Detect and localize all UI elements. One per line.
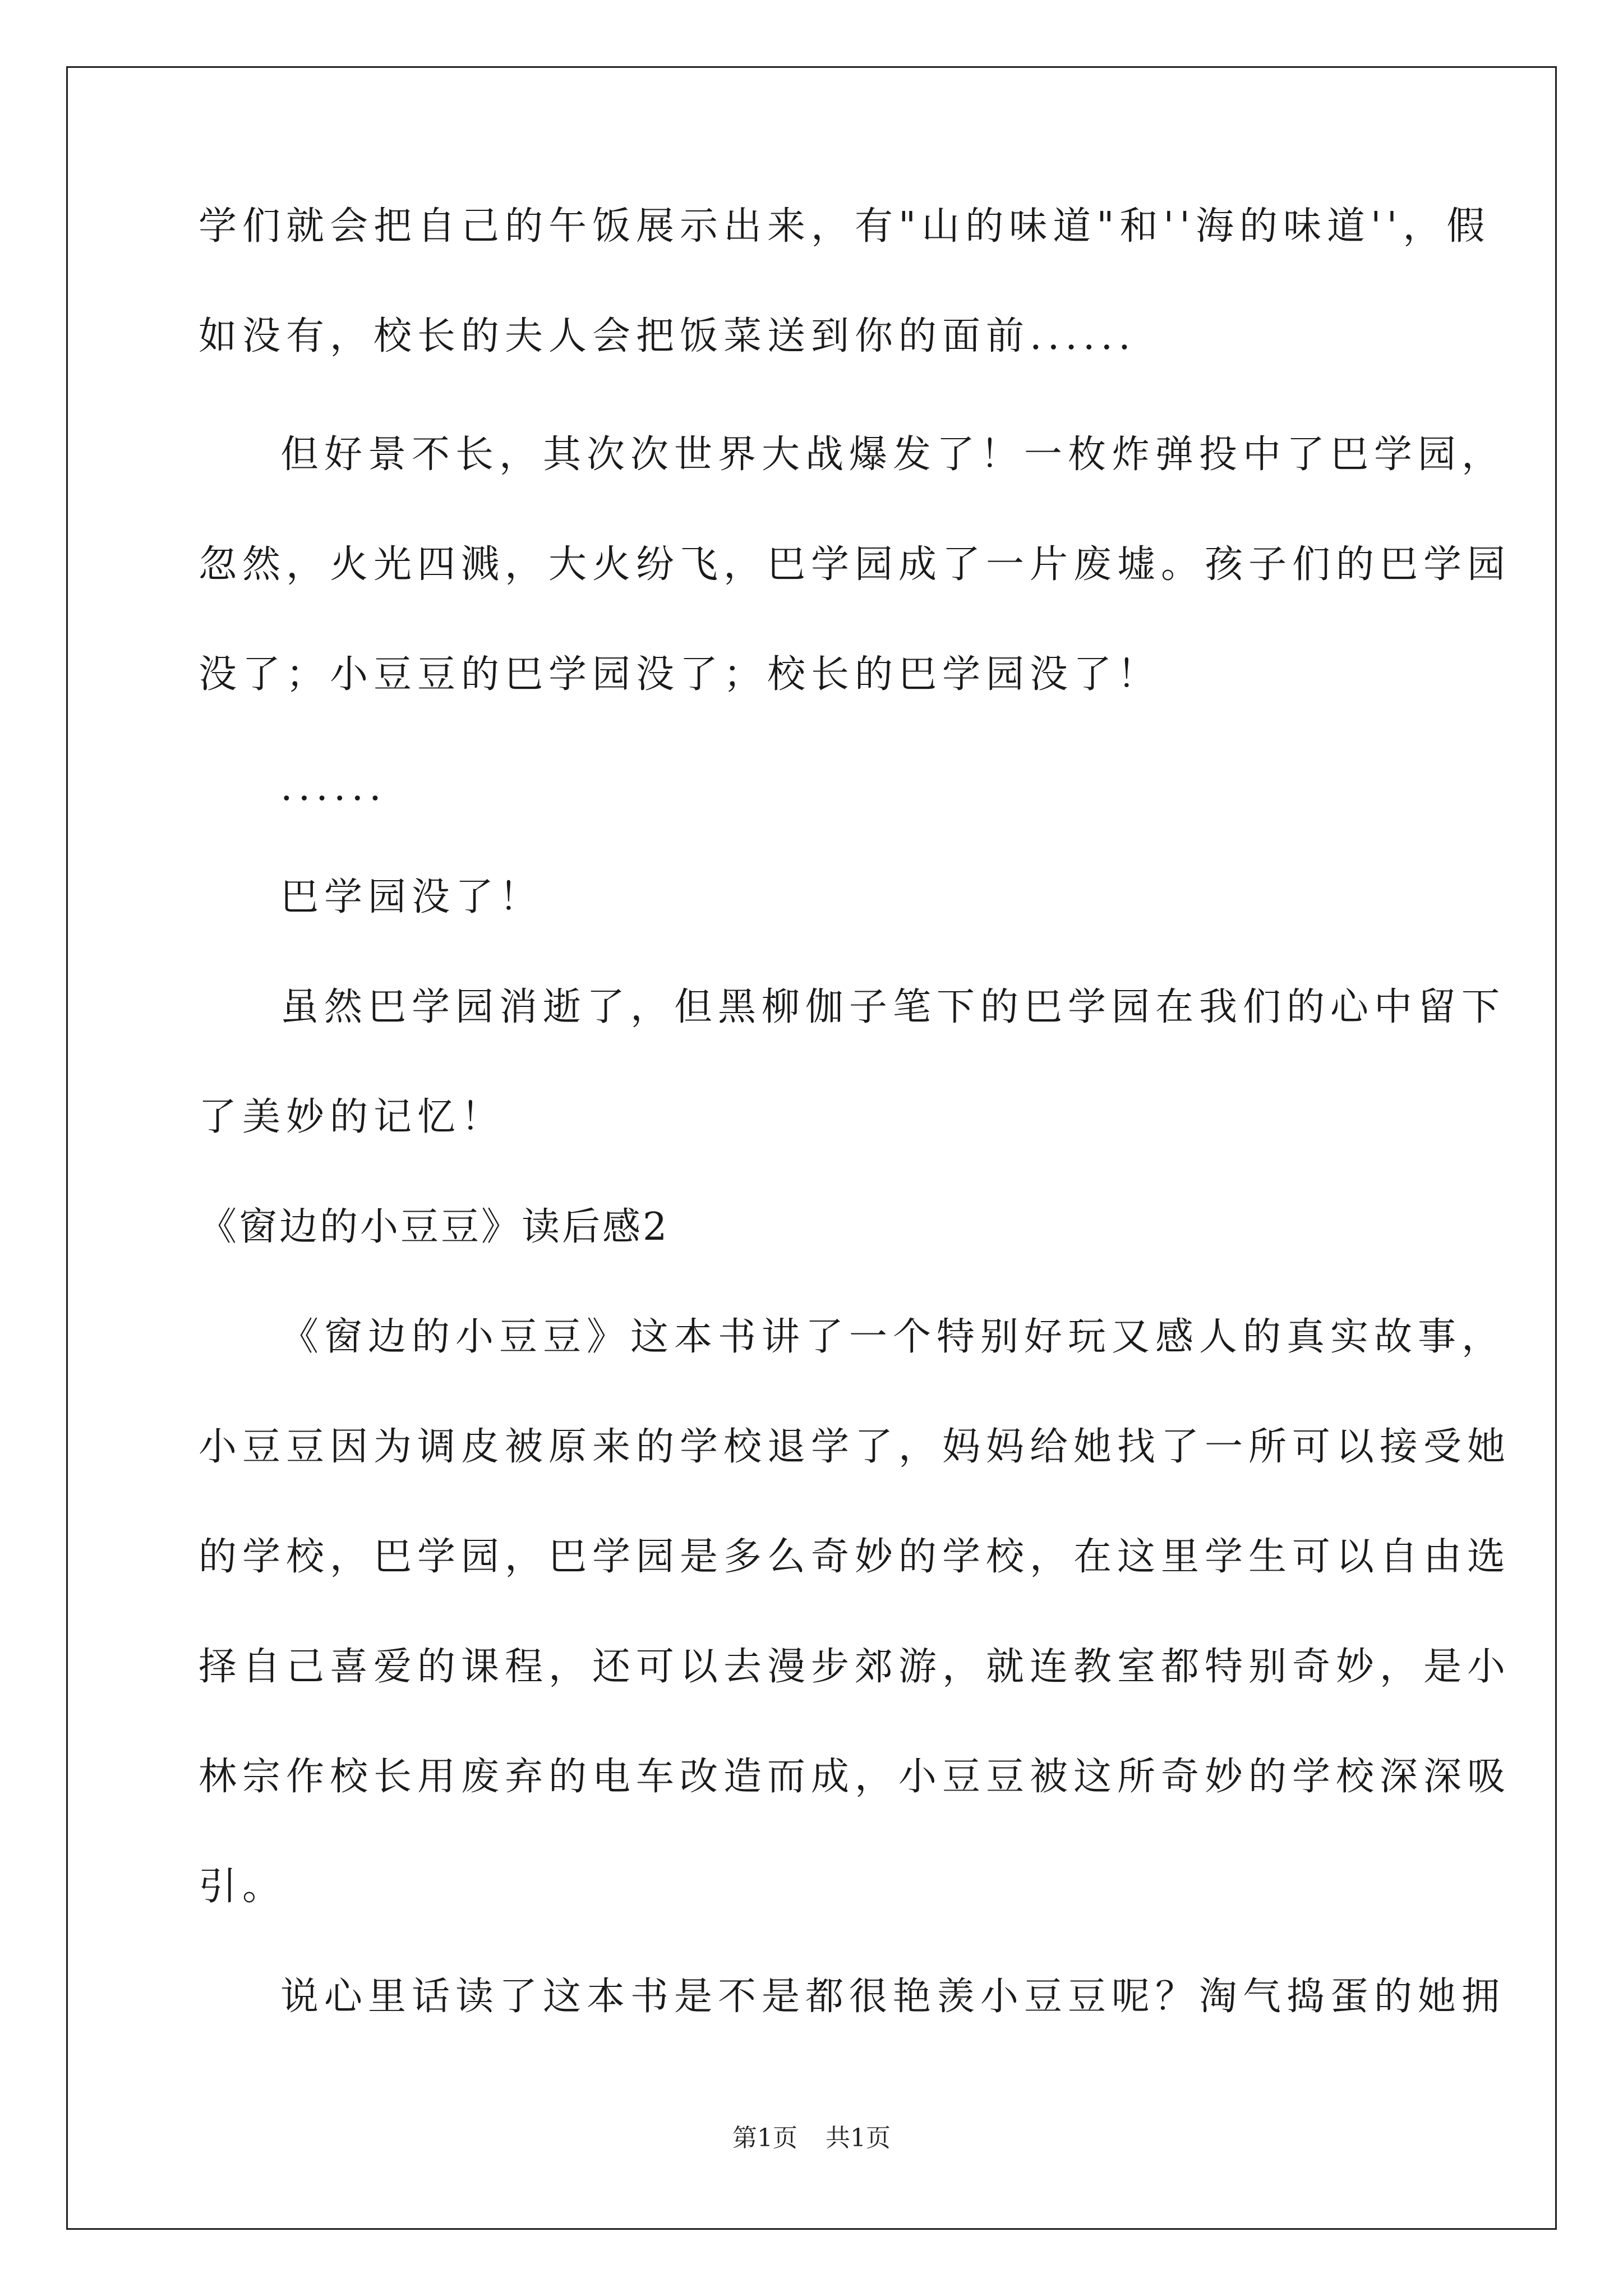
text-line: 如没有，校长的夫人会把饭菜送到你的面前...... <box>199 314 1136 358</box>
text-line: 小豆豆因为调皮被原来的学校退学了，妈妈给她找了一所可以接受她 <box>199 1425 1511 1469</box>
text-line: 学们就会把自己的午饭展示出来，有"山的味道"和''海的味道''，假 <box>199 204 1491 249</box>
text-line: 的学校，巴学园，巴学园是多么奇妙的学校，在这里学生可以自由选 <box>199 1535 1511 1579</box>
text-line: 虽然巴学园消逝了，但黑柳伽子笔下的巴学园在我们的心中留下 <box>280 985 1506 1029</box>
text-line: 择自己喜爱的课程，还可以去漫步郊游，就连教室都特别奇妙，是小 <box>199 1645 1511 1689</box>
page-number: 第1页 <box>732 2124 797 2152</box>
text-line: 林宗作校长用废弃的电车改造而成，小豆豆被这所奇妙的学校深深吸 <box>199 1755 1511 1799</box>
text-line: 但好景不长，其次次世界大战爆发了！一枚炸弹投中了巴学园， <box>280 432 1506 477</box>
text-line: 没了；小豆豆的巴学园没了；校长的巴学园没了！ <box>199 652 1161 697</box>
text-line: 说心里话读了这本书是不是都很艳羡小豆豆呢？淘气捣蛋的她拥 <box>280 1975 1506 2019</box>
text-line: 忽然，火光四溅，大火纷飞，巴学园成了一片废墟。孩子们的巴学园 <box>199 542 1511 587</box>
page-total: 共1页 <box>826 2124 891 2152</box>
text-line: 了美妙的记忆！ <box>199 1095 505 1139</box>
page-border <box>66 66 1557 2230</box>
page-footer <box>0 2126 1623 2151</box>
text-line: ...... <box>280 765 387 809</box>
text-line: 引。 <box>199 1865 287 1909</box>
text-line: 巴学园没了！ <box>280 875 543 919</box>
text-line: 《窗边的小豆豆》这本书讲了一个特别好玩又感人的真实故事， <box>280 1315 1506 1359</box>
section-heading: 《窗边的小豆豆》读后感2 <box>199 1205 670 1249</box>
